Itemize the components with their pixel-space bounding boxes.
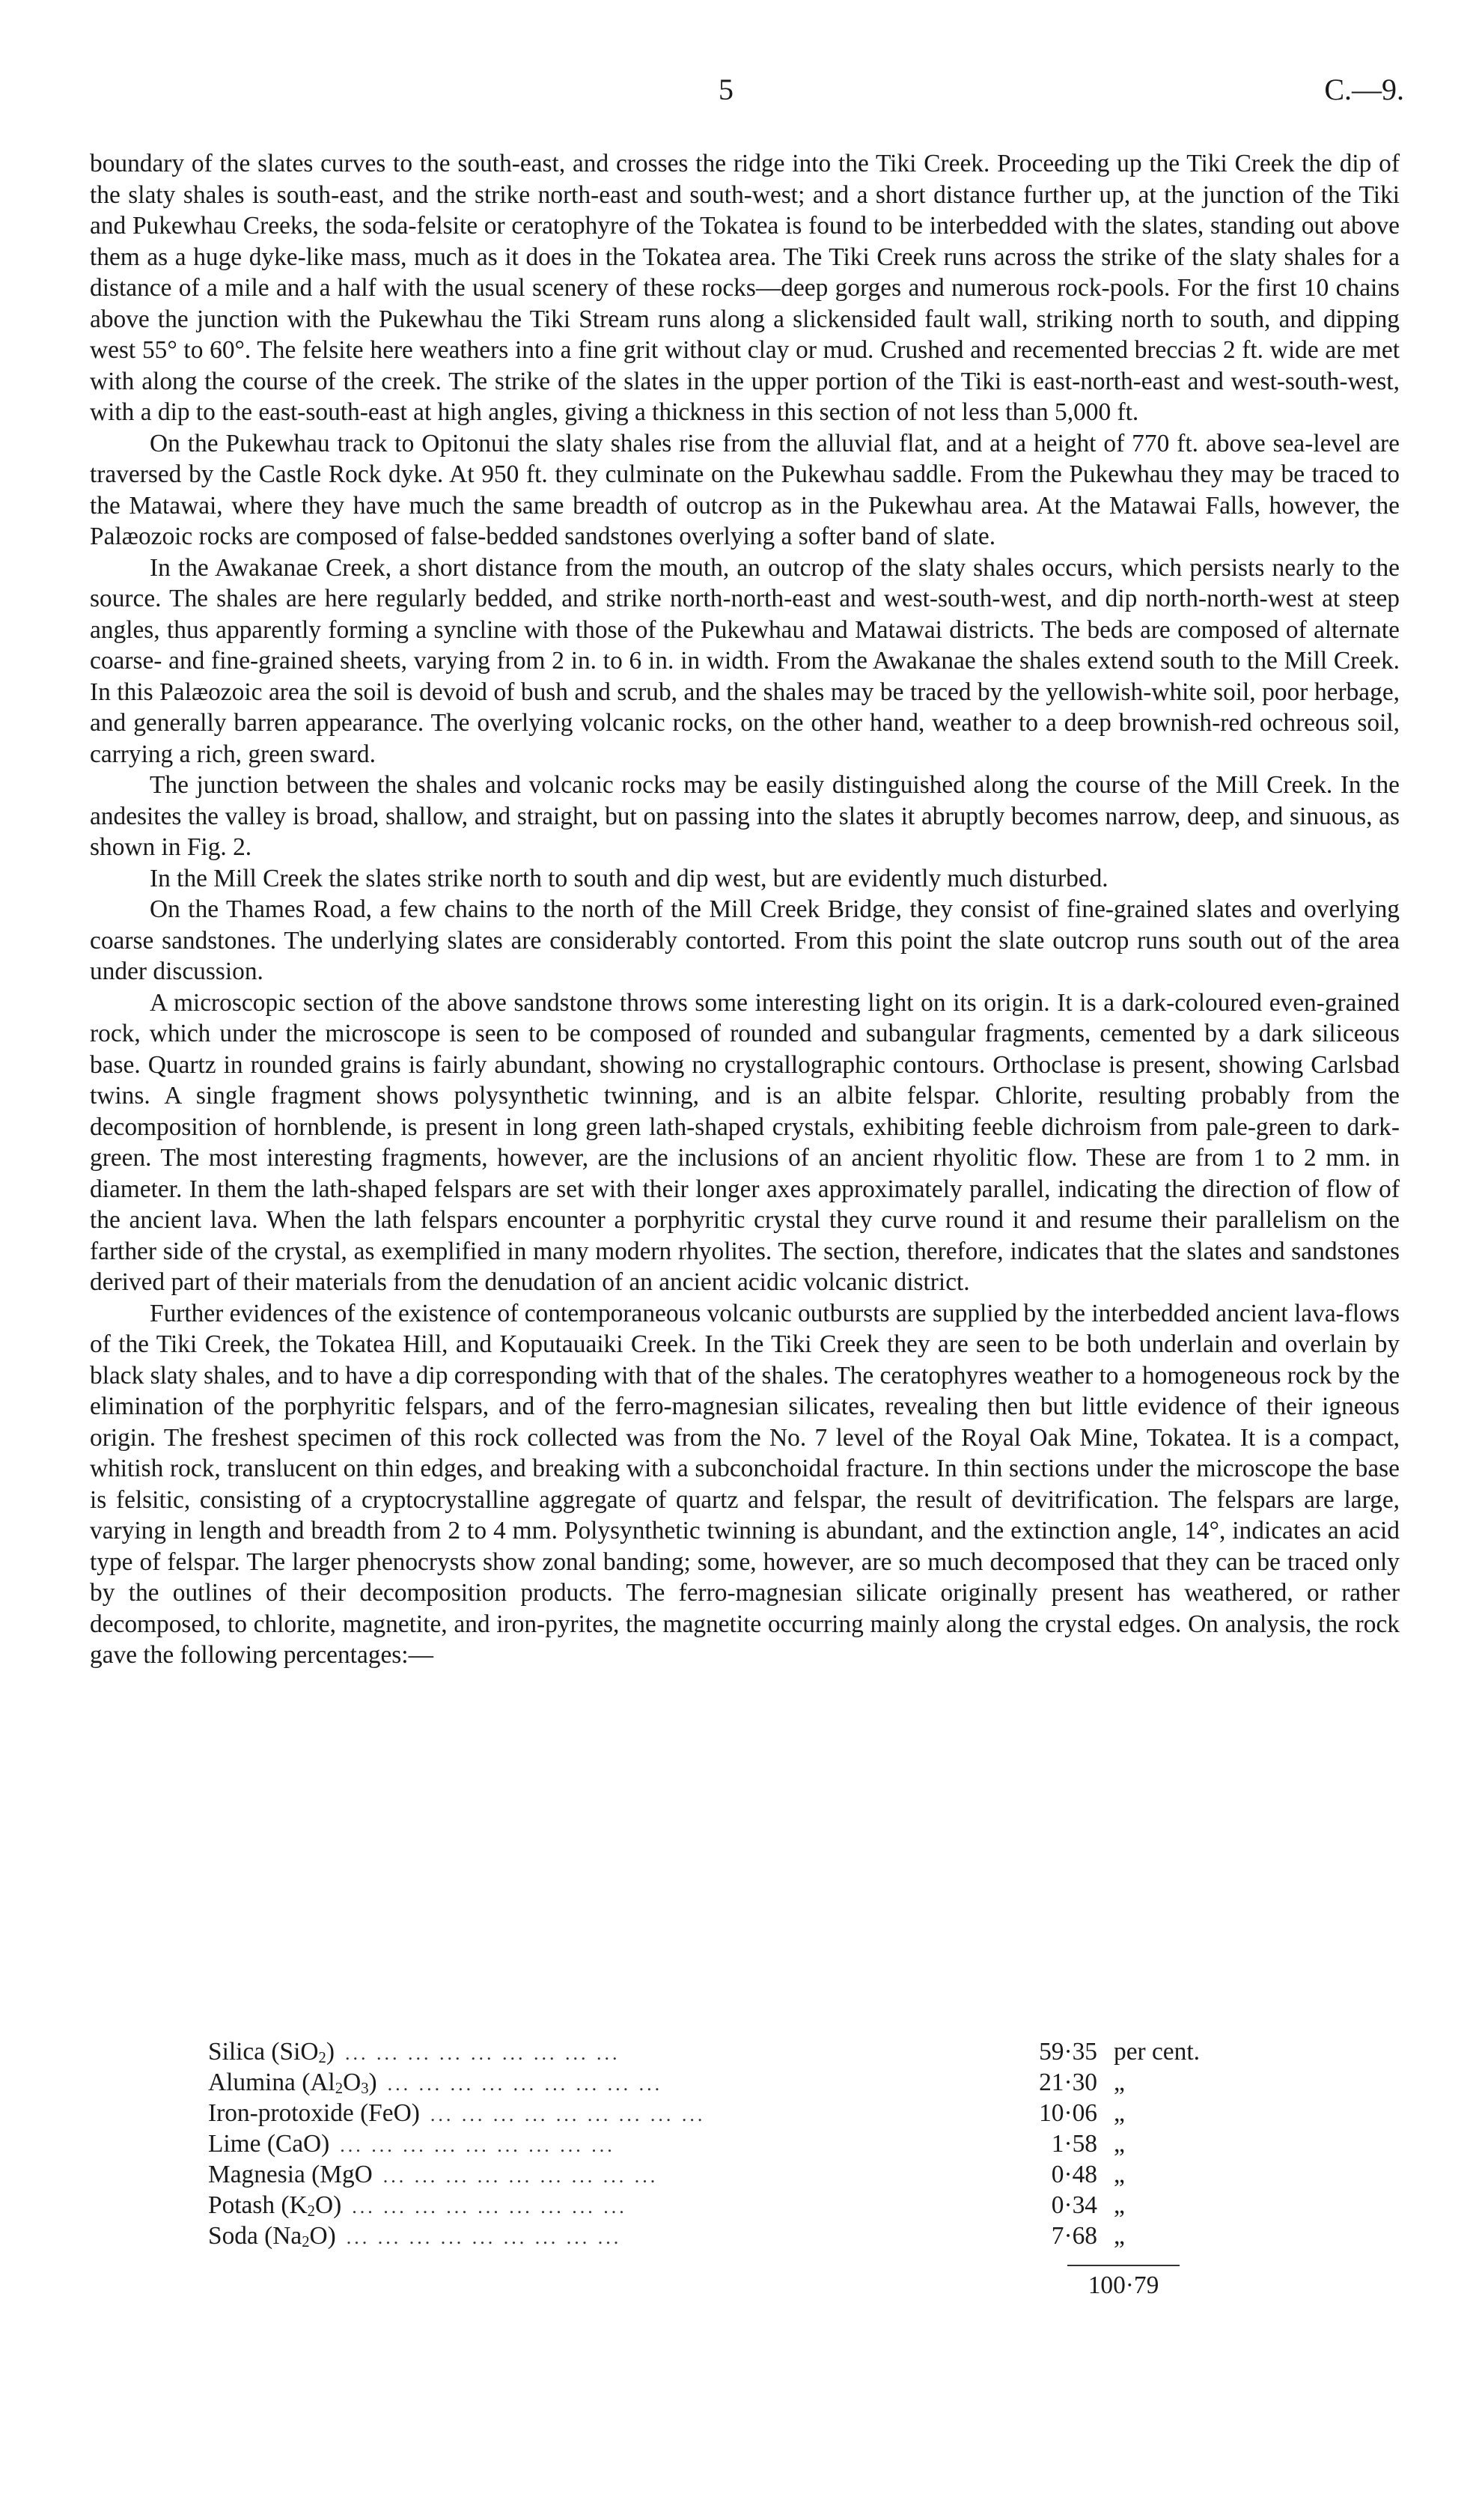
component-name: Potash $(K_2O)$ — [208, 2191, 342, 2221]
paragraph: On the Pukewhau track to Opitonui the slaty shales rise from the alluvial flat, and at a height of 770 ft. above sea-level are traversed by the Castle Rock dyke. At 950 ft. they culminate on the Pukewhau saddle. From the Pukewhau they may be traced to the Matawai, where they have much the same breadth of outcrop as in the Pukewhau area. At the Matawai Falls, however, the Palæozoic rocks are composed of false-bedded sandstones overlying a softer band of slate. — [90, 429, 1400, 550]
page-number: 5 — [719, 73, 734, 106]
paragraph: In the Mill Creek the slates strike north to south and dip west, but are evidently much disturbed. — [150, 864, 1108, 892]
analysis-table — [208, 2036, 1248, 2304]
component-value: 0·34 — [1051, 2191, 1097, 2219]
analysis-row-lime — [208, 2128, 1248, 2159]
analysis-row-soda — [208, 2221, 1248, 2251]
body-text — [90, 148, 1400, 1671]
component-value: 7·68 — [1051, 2222, 1097, 2250]
component-unit: „ — [1114, 2130, 1125, 2158]
component-value: 1·58 — [1051, 2130, 1097, 2158]
dot-leader: ... ... ... ... ... ... ... ... ... — [382, 2165, 659, 2187]
component-name: Silica (SiO$_2$) — [208, 2038, 335, 2067]
component-name: Iron-protoxide (FeO) — [208, 2099, 420, 2127]
component-name: Lime (CaO) — [208, 2130, 330, 2158]
dot-leader: ... ... ... ... ... ... ... ... ... — [430, 2104, 706, 2125]
dot-leader: ... ... ... ... ... ... ... ... ... — [340, 2134, 615, 2156]
component-unit: „ — [1114, 2099, 1125, 2127]
analysis-row-silica — [208, 2036, 1248, 2067]
dot-leader: ... ... ... ... ... ... ... ... ... — [344, 2042, 620, 2064]
page-header — [0, 72, 1476, 117]
component-unit: „ — [1114, 2191, 1125, 2219]
component-unit: per cent. — [1114, 2038, 1200, 2066]
paragraph: boundary of the slates curves to the south-east, and crosses the ridge into the Tiki Creek. Proceeding up the Tiki Creek the dip of the slaty shales is south-east, and the strike north-east and south-west; and a short distance further up, at the junction of the Tiki and Pukewhau Creeks, the soda-felsite or ceratophyre of the Tokatea is found to be interbedded with the slates, standing out above them as a huge dyke-like mass, much as it does in the Tokatea area. The Tiki Creek runs across the strike of the slaty shales for a distance of a mile and a half with the usual scenery of these rocks—deep gorges and numerous rock-pools. For the first 10 chains above the junction with the Pukewhau the Tiki Stream runs along a slickensided fault wall, striking north to south, and dipping west 55° to 60°. The felsite here weathers into a fine grit without clay or mud. Crushed and recemented breccias 2 ft. wide are met with along the course of the creek. The strike of the slates in the upper portion of the Tiki is east-north-east and west-south-west, with a dip to the east-south-east at high angles, giving a thickness in this section of not less than 5,000 ft. — [90, 150, 1400, 426]
paragraph: A microscopic section of the above sandstone throws some interesting light on its origin. It is a dark-coloured even-grained rock, which under the microscope is seen to be composed of rounded and subangular fragments, cemented by a dark siliceous base. Quartz in rounded grains is fairly abundant, showing no crystallographic contours. Orthoclase is present, showing Carlsbad twins. A single fragment shows polysynthetic twinning, and is an albite felspar. Chlorite, resulting probably from the decomposition of hornblende, is present in long green lath-shaped crystals, exhibiting feeble dichroism from pale-green to dark-green. The most interesting fragments, however, are the inclusions of an ancient rhyolitic flow. These are from 1 to 2 mm. in diameter. In them the lath-shaped felspars are set with their longer axes approximately parallel, indicating the direction of flow of the ancient lava. When the lath felspars encounter a porphyritic crystal they curve round it and resume their parallelism on the farther side of the crystal, as exemplified in many modern rhyolites. The section, therefore, indicates that the slates and sandstones derived part of their materials from the denudation of an ancient acidic volcanic district. — [90, 988, 1400, 1296]
dot-leader: ... ... ... ... ... ... ... ... ... — [352, 2196, 627, 2218]
component-value: 0·48 — [1051, 2161, 1097, 2188]
component-name: Alumina $(Al_2O_3)$ — [208, 2069, 377, 2098]
component-value: 10·06 — [1039, 2099, 1097, 2127]
paragraph: In the Awakanae Creek, a short distance from the mouth, an outcrop of the slaty shales occurs, which persists nearly to the source. The shales are here regularly bedded, and strike north-north-east and west-south-west, and dip north-north-west at steep angles, thus apparently forming a syncline with those of the Pukewhau and Matawai districts. The beds are composed of alternate coarse- and fine-grained sheets, varying from 2 in. to 6 in. in width. From the Awakanae the shales extend south to the Mill Creek. In this Palæozoic area the soil is devoid of bush and scrub, and the shales may be traced by the yellowish-white soil, poor herbage, and generally barren appearance. The overlying volcanic rocks, on the other hand, weather to a deep brownish-red ochreous soil, carrying a rich, green sward. — [90, 553, 1400, 768]
component-name: Magnesia (MgO — [208, 2161, 373, 2188]
analysis-row-alumina — [208, 2067, 1248, 2098]
analysis-total: 100·79 — [1088, 2271, 1159, 2299]
document-reference: C.—9. — [1324, 73, 1404, 106]
component-value: 59·35 — [1039, 2038, 1097, 2066]
component-name: Soda $(Na_2O)$ — [208, 2222, 336, 2251]
paragraph: On the Thames Road, a few chains to the north of the Mill Creek Bridge, they consist of fine-grained slates and overlying coarse sandstones. The underlying slates are considerably contorted. From this point the slate outcrop runs south out of the area under discussion. — [90, 895, 1400, 985]
analysis-row-magnesia — [208, 2159, 1248, 2190]
paragraph: Further evidences of the existence of contemporaneous volcanic outbursts are supplied by the interbedded ancient lava-flows of the Tiki Creek, the Tokatea Hill, and Koputauaiki Creek. In the Tiki Creek they are seen to be both underlain and overlain by black slaty shales, and to have a dip corresponding with that of the shales. The ceratophyres weather to a homogeneous rock by the elimination of the porphyritic felspars, and of the ferro-magnesian silicates, revealing then but little evidence of their igneous origin. The freshest specimen of this rock collected was from the No. 7 level of the Royal Oak Mine, Tokatea. It is a compact, whitish rock, translucent on thin edges, and breaking with a subconchoidal fracture. In thin sections under the microscope the base is felsitic, consisting of a cryptocrystalline aggregate of quartz and felspar, the result of devitrification. The felspars are large, varying in length and breadth from 2 to 4 mm. Polysynthetic twinning is abundant, and the extinction angle, 14°, indicates an acid type of felspar. The larger phenocrysts show zonal banding; some, however, are so much decomposed that they can be traced only by the outlines of their decomposition products. The ferro-magnesian silicate originally present has weathered, or rather decomposed, to chlorite, magnetite, and iron-pyrites, the magnetite occurring mainly along the crystal edges. On analysis, the rock gave the following percentages:— — [90, 1299, 1400, 1669]
paragraph: The junction between the shales and volcanic rocks may be easily distinguished along the course of the Mill Creek. In the andesites the valley is broad, shallow, and straight, but on passing into the slates it abruptly becomes narrow, deep, and sinuous, as shown in Fig. 2. — [90, 771, 1400, 861]
component-unit: „ — [1114, 2161, 1125, 2188]
analysis-row-potash — [208, 2190, 1248, 2221]
component-unit: „ — [1114, 2069, 1125, 2096]
component-unit: „ — [1114, 2222, 1125, 2250]
analysis-row-iron-protoxide — [208, 2098, 1248, 2128]
analysis-total-row — [208, 2266, 1248, 2304]
dot-leader: ... ... ... ... ... ... ... ... ... — [387, 2073, 663, 2095]
component-value: 21·30 — [1039, 2069, 1097, 2096]
dot-leader: ... ... ... ... ... ... ... ... ... — [346, 2227, 622, 2248]
